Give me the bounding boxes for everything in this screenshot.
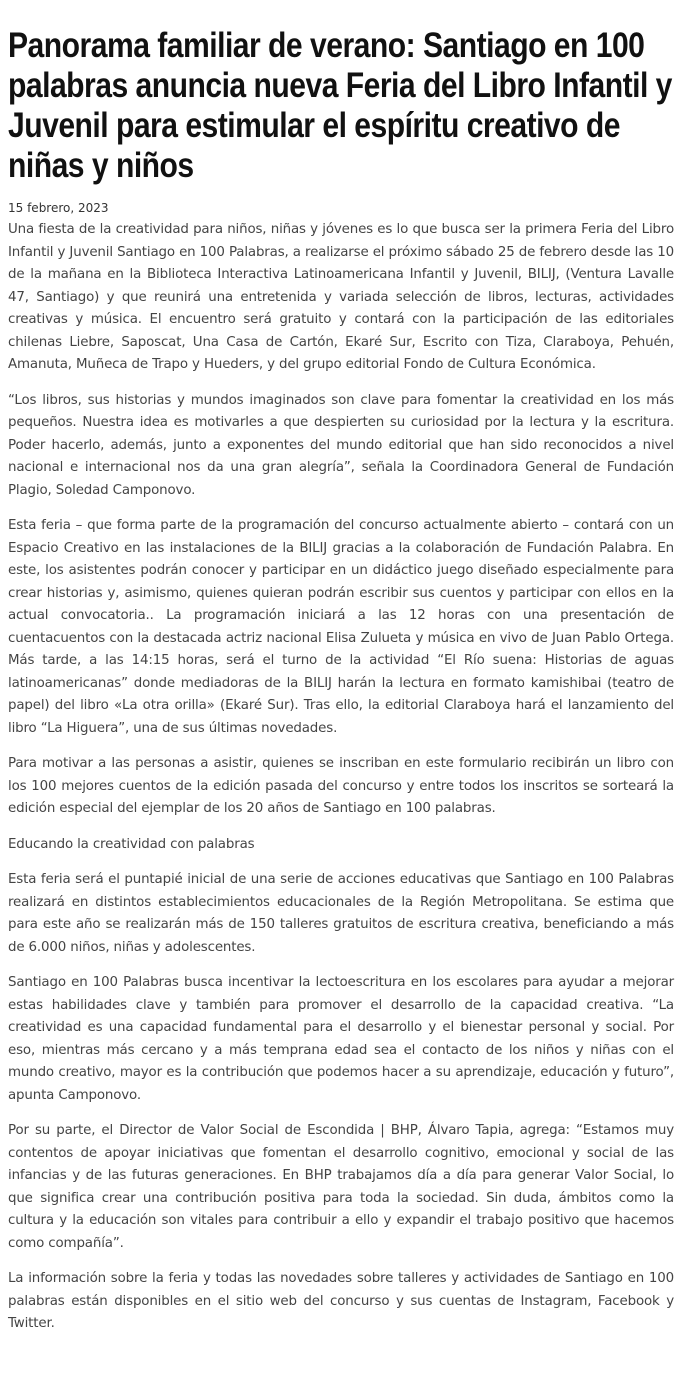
article-paragraph: Para motivar a las personas a asistir, quienes se inscriban en este formulario recibirán un libro con los 100 mejores cuentos de la edición pasada del concurso y entre todos los inscritos se sorteará la edición especial del ejemplar de los 20 años de Santiago en 100 palabras. [8,756,674,816]
publish-date: 15 febrero, 2023 [8,201,109,215]
article-paragraph: Santiago en 100 Palabras busca incentivar la lectoescritura en los escolares para ayudar a mejorar estas habilidades clave y también para promover el desarrollo de la capacidad creativa. “La creatividad es una capacidad fundamental para el desarrollo y el bienestar personal y social. Por eso, mientras más cercano y a más temprana edad sea el contacto de los niños y niñas con el mundo creativo, mayor es la contribución que podemos hacer a su aprendizaje, educación y futuro”, apunta Camponovo. [8,975,674,1103]
article-title: Panorama familiar de verano: Santiago en 100 palabras anuncia nueva Feria del Libro Infantil y Juvenil para estimular el espíritu creativo de niñas y niños [8,26,672,185]
section-subheading: Educando la creatividad con palabras [8,836,255,852]
article-paragraph: Esta feria – que forma parte de la programación del concurso actualmente abierto – contará con un Espacio Creativo en las instalaciones de la BILIJ gracias a la colaboración de Fundación Palabra. En este, los asistentes podrán conocer y participar en un didáctico juego diseñado especialmente para crear historias y, asimismo, quienes quieran podrán escribir sus cuentos y participar con ellos en la actual convocatoria.. La programación iniciará a las 12 horas con una presentación de cuentacuentos con la destacada actriz nacional Elisa Zulueta y música en vivo de Juan Pablo Ortega. Más tarde, a las 14:15 horas, será el turno de la actividad “El Río suena: Historias de aguas latinoamericanas” donde mediadoras de la BILIJ harán la lectura en formato kamishibai (teatro de papel) del libro «La otra orilla» (Ekaré Sur). Tras ello, la editorial Claraboya hará el lanzamiento del libro “La Higuera”, una de sus últimas novedades. [8,518,674,736]
article [8,26,674,1349]
article-paragraph: Una fiesta de la creatividad para niños, niñas y jóvenes es lo que busca ser la primera Feria del Libro Infantil y Juvenil Santiago en 100 Palabras, a realizarse el próximo sábado 25 de febrero desde las 10 de la mañana en la Biblioteca Interactiva Latinoamericana Infantil y Juvenil, BILIJ, (Ventura Lavalle 47, Santiago) y que reunirá una entretenida y variada selección de libros, lecturas, actividades creativas y música. El encuentro será gratuito y contará con la participación de las editoriales chilenas Liebre, Saposcat, Una Casa de Cartón, Ekaré Sur, Escrito con Tiza, Claraboya, Pehuén, Amanuta, Muñeca de Trapo y Hueders, y del grupo editorial Fondo de Cultura Económica. [8,222,674,372]
article-paragraph: “Los libros, sus historias y mundos imaginados son clave para fomentar la creatividad en los más pequeños. Nuestra idea es motivarles a que despierten su curiosidad por la lectura y la escritura. Poder hacerlo, además, junto a exponentes del mundo editorial que han sido reconocidos a nivel nacional e internacional nos da una gran alegría”, señala la Coordinadora General de Fundación Plagio, Soledad Camponovo. [8,392,674,498]
article-paragraph: Por su parte, el Director de Valor Social de Escondida | BHP, Álvaro Tapia, agrega: “Estamos muy contentos de apoyar iniciativas que fomentan el desarrollo cognitivo, emocional y social de las infancias y de las futuras generaciones. En BHP trabajamos día a día para generar Valor Social, lo que significa crear una contribución positiva para toda la sociedad. Sin duda, ámbitos como la cultura y la educación son vitales para contribuir a ello y expandir el trabajo positivo que hacemos como compañía”. [8,1123,674,1251]
article-paragraph: La información sobre la feria y todas las novedades sobre talleres y actividades de Santiago en 100 palabras están disponibles en el sitio web del concurso y sus cuentas de Instagram, Facebook y Twitter. [8,1271,674,1331]
article-paragraph: Esta feria será el puntapié inicial de una serie de acciones educativas que Santiago en 100 Palabras realizará en distintos establecimientos educacionales de la Región Metropolitana. Se estima que para este año se realizarán más de 150 talleres gratuitos de escritura creativa, beneficiando a más de 6.000 niños, niñas y adolescentes. [8,872,674,955]
